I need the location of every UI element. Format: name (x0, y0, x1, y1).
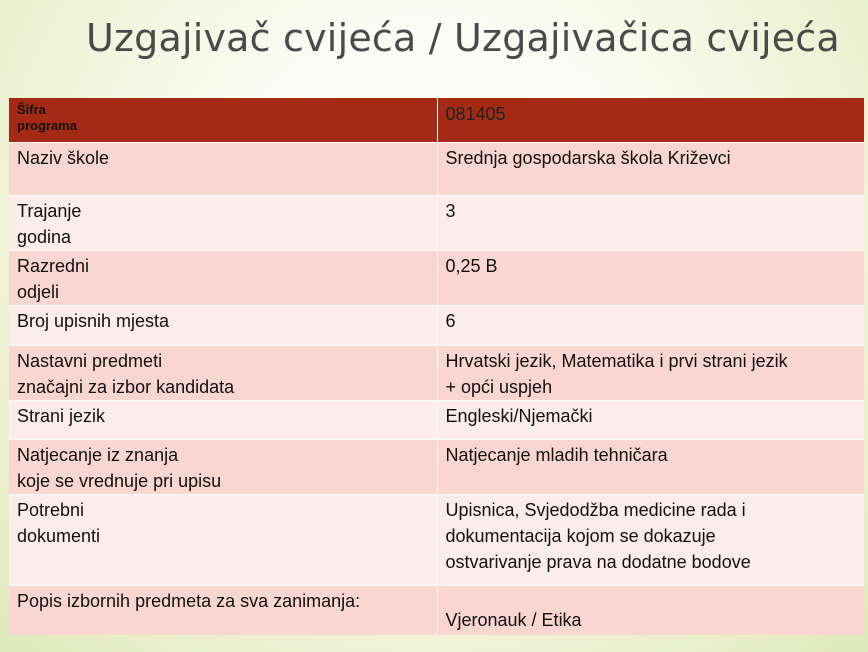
table-row (9, 585, 864, 635)
row-label: Potrebni (17, 499, 85, 520)
row-label: Popis izbornih predmeta za sva zanimanja: (17, 590, 361, 611)
label-line: Šifra (17, 102, 46, 117)
row-label: Strani jezik (17, 405, 106, 426)
row-label: Naziv škole (17, 147, 110, 168)
table-row (9, 250, 864, 305)
table-header-row (9, 98, 864, 142)
row-value: Hrvatski jezik, Matematika i prvi strani jezik (445, 350, 788, 371)
program-code-value: 081405 (437, 98, 864, 142)
row-label: značajni za izbor kandidata (17, 376, 235, 397)
row-value-spacer (446, 588, 857, 607)
row-value: Vjeronauk / Etika (445, 609, 582, 630)
page-title: Uzgajivač cvijeća / Uzgajivačica cvijeća (86, 16, 840, 60)
table-row (9, 345, 864, 400)
row-value: Upisnica, Svjedodžba medicine rada i (445, 499, 746, 520)
row-label: Nastavni predmeti (17, 350, 163, 371)
row-value: Srednja gospodarska škola Križevci (445, 147, 731, 168)
table-row (9, 142, 864, 195)
row-value: 0,25 B (445, 255, 498, 276)
table-row (9, 305, 864, 345)
row-value: dokumentacija kojom se dokazuje (445, 525, 716, 546)
row-label: godina (17, 226, 72, 247)
program-code-label (9, 98, 437, 142)
table-row (9, 439, 864, 494)
table-row (9, 195, 864, 250)
row-label: Razredni (17, 255, 90, 276)
row-label: Natjecanje iz znanja (17, 444, 179, 465)
program-info-table (9, 98, 864, 635)
row-value: ostvarivanje prava na dodatne bodove (445, 551, 751, 572)
row-value: 3 (445, 200, 456, 221)
row-value: 6 (445, 310, 456, 331)
row-value: Natjecanje mladih tehničara (445, 444, 668, 465)
row-label: Trajanje (17, 200, 82, 221)
row-value: Engleski/Njemački (445, 405, 593, 426)
row-label: koje se vrednuje pri upisu (17, 470, 222, 491)
label-line: programa (17, 118, 77, 133)
row-label: odjeli (17, 281, 60, 302)
table-row (9, 400, 864, 439)
row-label: dokumenti (17, 525, 101, 546)
table-row (9, 494, 864, 585)
row-label: Broj upisnih mjesta (17, 310, 170, 331)
row-value: + opći uspjeh (445, 376, 553, 397)
